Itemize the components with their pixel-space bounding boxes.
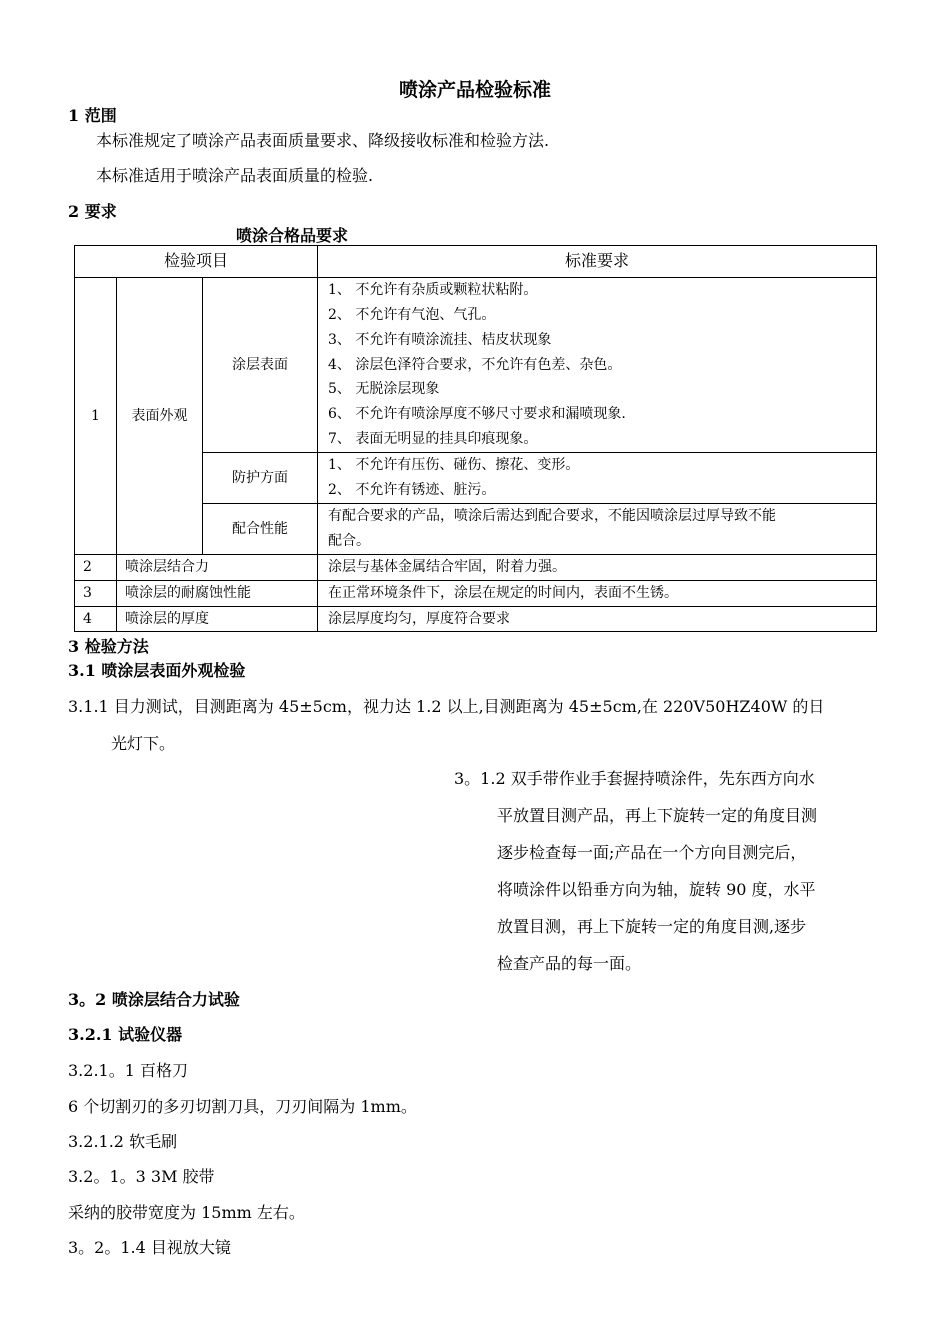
instrument-2: 3.2.1.2 软毛刷 [68,1132,178,1151]
header-standard-requirement: 标准要求 [318,246,877,278]
row-1-item: 表面外观 [117,278,203,555]
fit-requirement-line-2: 配合。 [328,533,371,549]
paragraph-3-1-1-line-2: 光灯下。 [111,734,176,753]
protection-label: 防护方面 [203,453,318,504]
subsection-3-2-1-heading: 3.2.1 试验仪器 [68,1025,183,1044]
fit-performance-requirement [318,504,877,555]
list-item: 3、 不允许有喷涂流挂、桔皮状现象 [328,331,552,348]
list-item: 7、 表面无明显的挂具印痕现象。 [328,430,538,447]
table-header-row [75,246,877,278]
scope-paragraph-1: 本标准规定了喷涂产品表面质量要求、降级接收标准和检验方法. [96,131,550,150]
table-row [75,555,877,581]
list-item: 4、 涂层色泽符合要求，不允许有色差、杂色。 [328,356,622,373]
row-3-item: 喷涂层的耐腐蚀性能 [117,580,318,606]
list-item: 2、 不允许有锈迹、脏污。 [328,482,496,498]
row-4-requirement: 涂层厚度均匀，厚度符合要求 [318,606,877,632]
row-4-number: 4 [75,606,117,632]
instrument-4: 3。2。1.4 目视放大镜 [68,1238,231,1257]
list-item: 6、 不允许有喷涂厚度不够尺寸要求和漏喷现象. [328,406,626,423]
row-2-requirement: 涂层与基体金属结合牢固，附着力强。 [318,555,877,581]
instrument-3-description: 采纳的胶带宽度为 15mm 左右。 [68,1203,305,1222]
fit-requirement-line-1: 有配合要求的产品，喷涂后需达到配合要求，不能因喷涂层过厚导致不能 [328,508,777,525]
instrument-3: 3.2。1。3 3M 胶带 [68,1167,215,1186]
instrument-1: 3.2.1。1 百格刀 [68,1061,188,1080]
list-item: 2、 不允许有气泡、气孔。 [328,307,496,323]
row-3-requirement: 在正常环境条件下，涂层在规定的时间内，表面不生锈。 [318,580,877,606]
document-title: 喷涂产品检验标准 [398,79,551,101]
protection-requirements [318,453,877,504]
table-row [75,580,877,606]
paragraph-3-1-2-line: 放置目测，再上下旋转一定的角度目测,逐步 [497,917,807,936]
paragraph-3-1-2-line: 检查产品的每一面。 [497,954,642,973]
table-title: 喷涂合格品要求 [236,226,349,245]
list-item: 1、 不允许有杂质或颗粒状粘附。 [328,282,538,299]
row-1-number: 1 [75,278,117,555]
requirements-table [74,245,877,632]
scope-paragraph-2: 本标准适用于喷涂产品表面质量的检验. [96,166,374,185]
subsection-3-2-heading: 3。2 喷涂层结合力试验 [68,990,240,1009]
subsection-3-1-heading: 3.1 喷涂层表面外观检验 [68,661,246,680]
list-item: 5、 无脱涂层现象 [328,381,440,398]
table-row [75,278,877,453]
table-row [75,606,877,632]
section-2-heading: 2 要求 [68,202,117,221]
fit-performance-label: 配合性能 [203,504,318,555]
paragraph-3-1-2-line: 将喷涂件以铅垂方向为轴，旋转 90 度，水平 [497,880,816,899]
paragraph-3-1-2-line: 逐步检查每一面;产品在一个方向目测完后， [497,843,807,862]
header-inspection-item: 检验项目 [75,246,318,278]
coating-surface-requirements [318,278,877,453]
section-3-heading: 3 检验方法 [68,637,149,656]
list-item: 1、 不允许有压伤、碰伤、擦花、变形。 [328,457,580,474]
paragraph-3-1-1-line-1: 3.1.1 目力测试，目测距离为 45±5cm，视力达 1.2 以上,目测距离为 45±5cm,在 220V50HZ40W 的日 [68,697,825,716]
row-2-number: 2 [75,555,117,581]
row-4-item: 喷涂层的厚度 [117,606,318,632]
row-2-item: 喷涂层结合力 [117,555,318,581]
paragraph-3-1-2-line: 平放置目测产品，再上下旋转一定的角度目测 [497,806,818,825]
section-1-heading: 1 范围 [68,106,117,125]
row-3-number: 3 [75,580,117,606]
coating-surface-label: 涂层表面 [203,278,318,453]
instrument-1-description: 6 个切割刃的多刃切割刀具，刀刃间隔为 1mm。 [68,1097,417,1116]
paragraph-3-1-2-line: 3。1.2 双手带作业手套握持喷涂件，先东西方向水 [454,769,815,788]
